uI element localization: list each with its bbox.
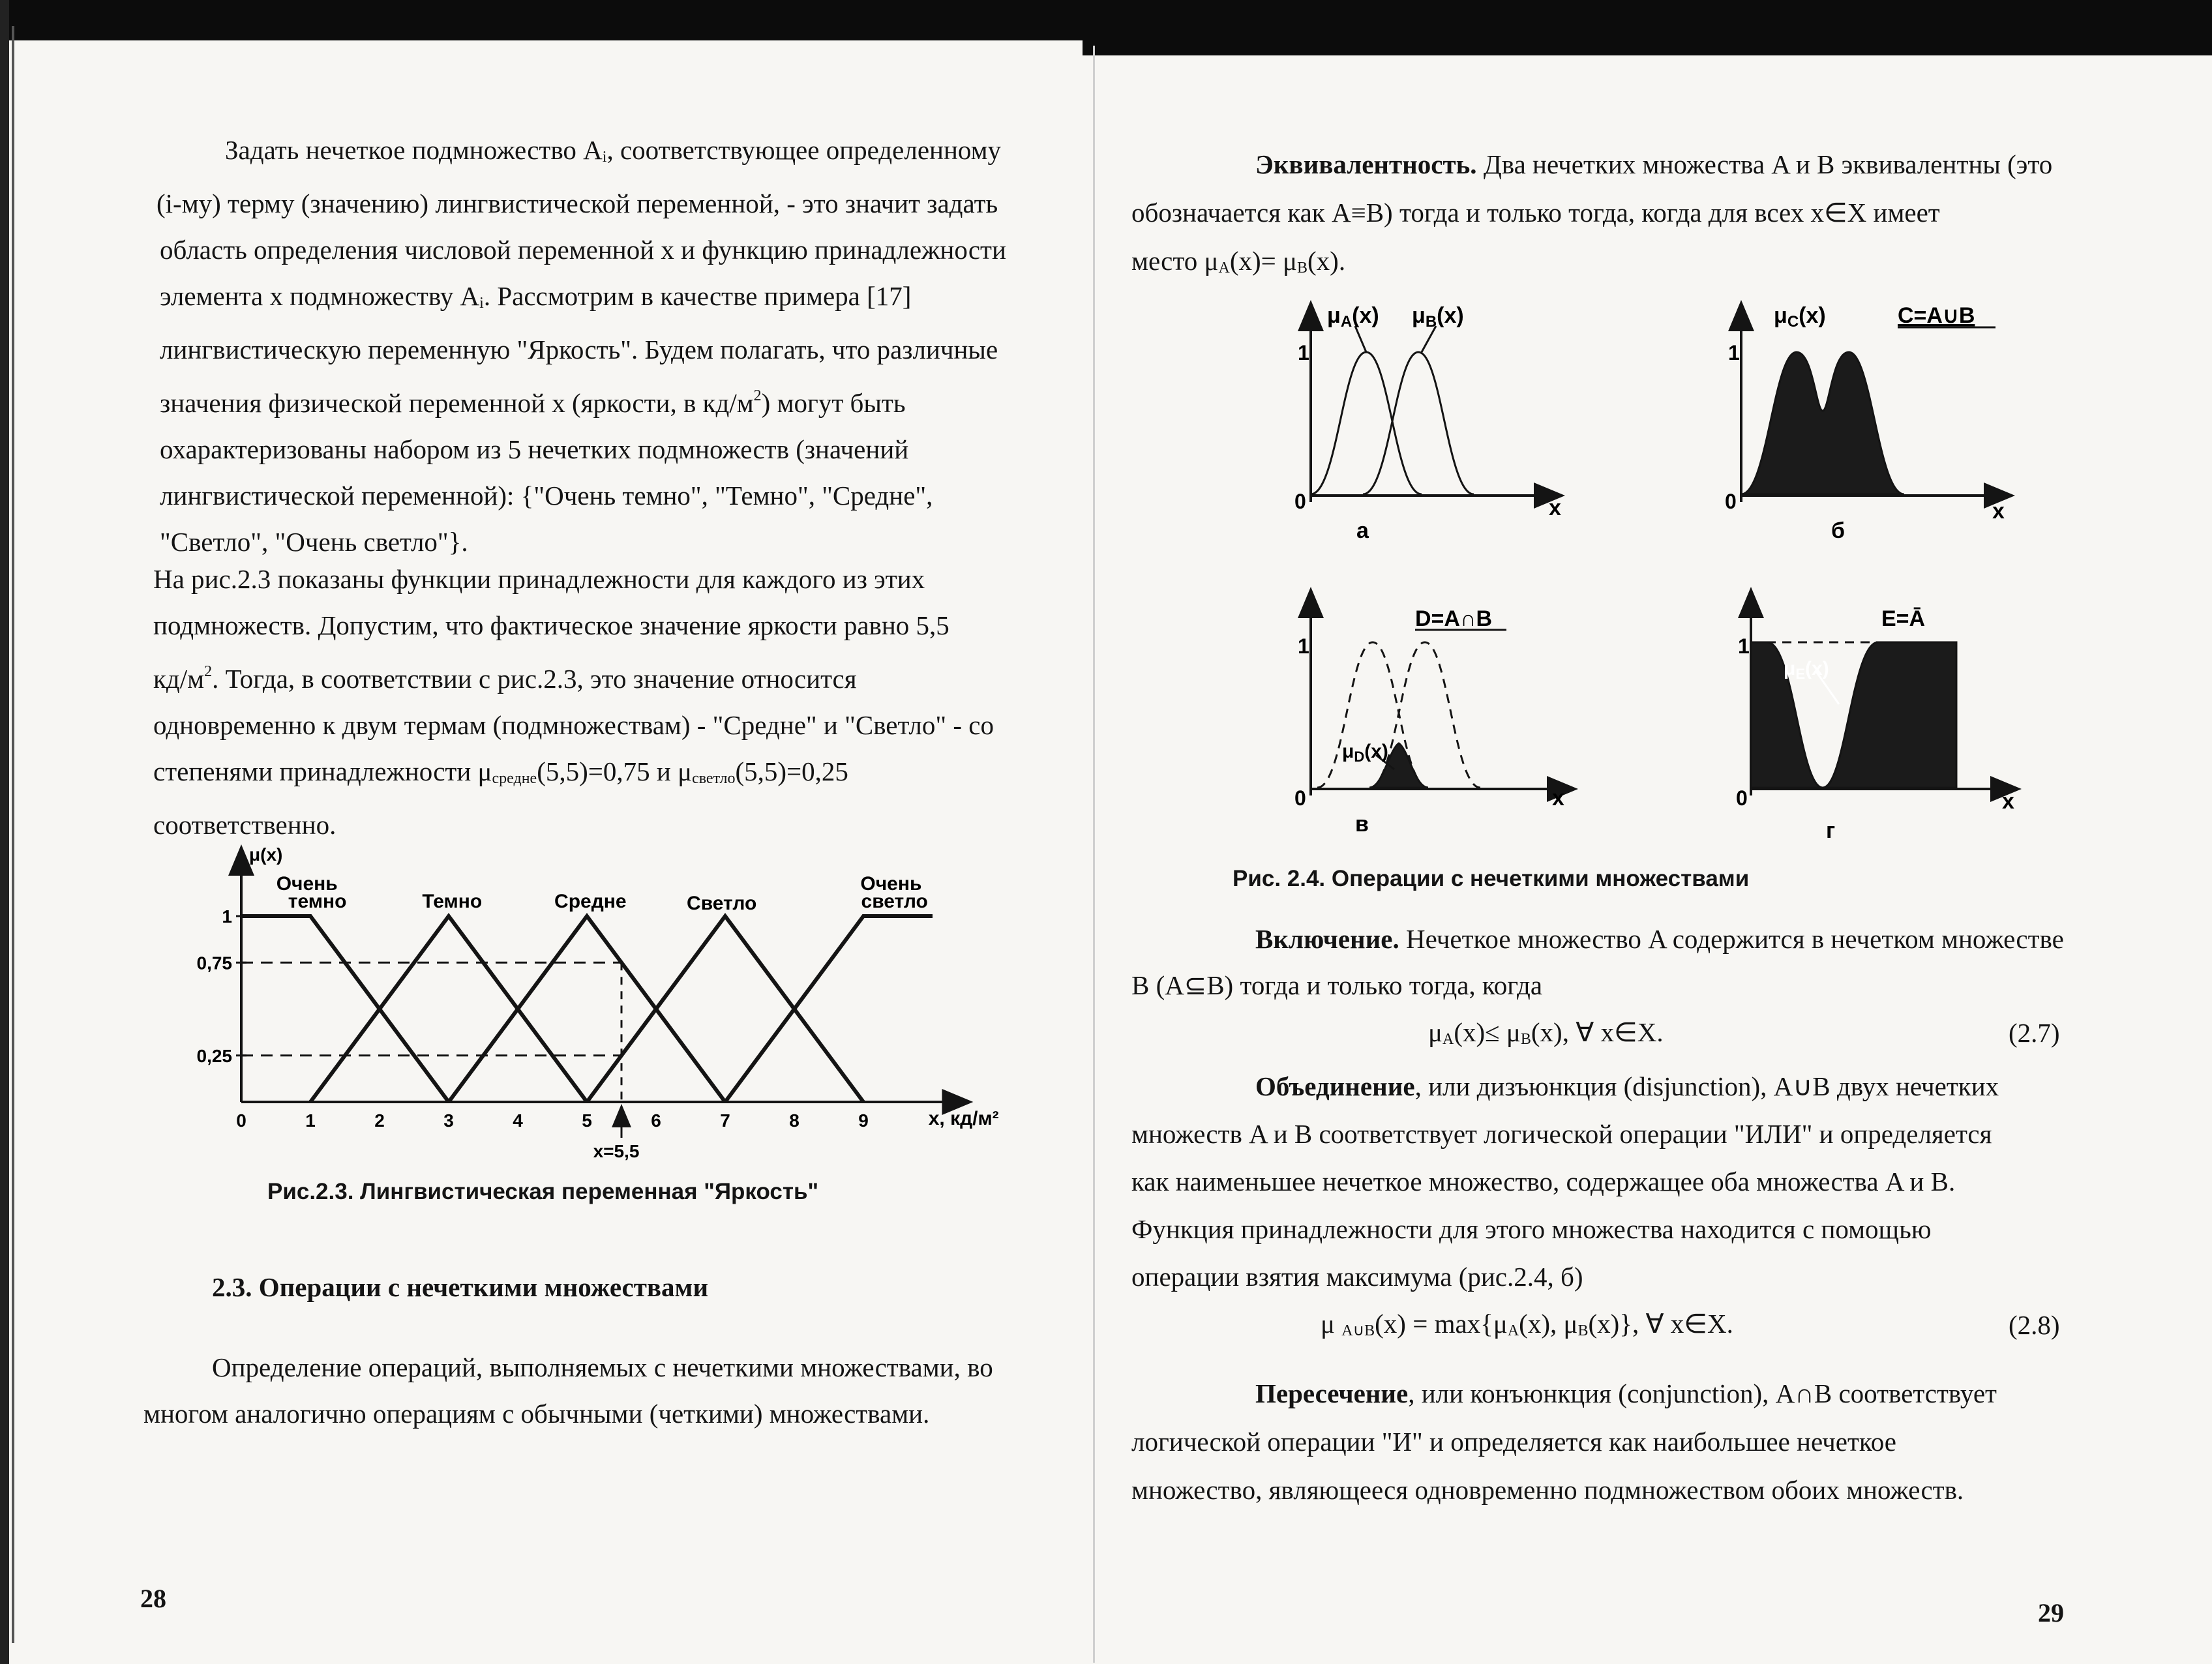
x-tick-label: 9: [858, 1110, 869, 1131]
y-tick-label: 1: [222, 906, 232, 927]
page-number-right: 29: [2038, 1598, 2064, 1627]
x-tick-label: 4: [513, 1110, 523, 1131]
p1-line: элемента x подмножеству Ai. Рассмотрим в качестве примера [17]: [160, 281, 912, 312]
x-tick-label: 7: [720, 1110, 730, 1131]
y-axis-label: μ(x): [249, 844, 283, 865]
panel-a: [1294, 303, 1561, 543]
figure-2-4-caption: Рис. 2.4. Операции с нечеткими множествами: [1233, 866, 1750, 891]
incl-line: B (A⊆B) тогда и только тогда, когда: [1131, 970, 1543, 1000]
union-line: как наименьшее нечеткое множество, содержащее оба множества A и B.: [1131, 1166, 1956, 1196]
panel-a-x: x: [1549, 496, 1561, 520]
panel-b: [1725, 303, 2005, 543]
y-tick-label: 0,75: [196, 953, 232, 973]
series-label-medium: Средне: [554, 891, 627, 912]
x-tick-label: 6: [651, 1110, 661, 1131]
x-tick-label: 5: [582, 1110, 592, 1131]
intersection-eq-label: D=A∩B: [1415, 606, 1493, 631]
p2-line: На рис.2.3 показаны функции принадлежности для каждого из этих: [153, 564, 925, 594]
p1-line: значения физической переменной x (яркости, в $кд/м^2$) могут быть: [160, 387, 906, 418]
series-line-3: [449, 916, 725, 1102]
p1-line: охарактеризованы набором из 5 нечетких подмножеств (значений: [160, 434, 909, 464]
series-label-very-dark: Очень: [276, 873, 338, 895]
figure-2-3-caption: Рис.2.3. Лингвистическая переменная "Яркость": [267, 1179, 819, 1204]
union-paragraph: [1131, 1063, 1999, 1301]
fuzzy-operations-figure: [1102, 293, 2212, 867]
p1-line: Задать нечеткое подмножество Ai, соответствующее определенному: [225, 135, 1002, 166]
p1-line: "Светло", "Очень светло"}.: [160, 527, 468, 557]
x-tick-label: 1: [305, 1110, 316, 1131]
paragraph-1: [157, 127, 1006, 565]
equiv-line: Эквивалентность. Два нечетких множества A и B эквивалентны (это: [1255, 149, 2053, 179]
panel-a-zero: 0: [1294, 490, 1306, 513]
paragraph-3: [143, 1345, 993, 1437]
complement-eq-label: E=Ā: [1881, 606, 1926, 631]
union-line: Объединение, или дизъюнкция (disjunction), A∪B двух нечетких: [1255, 1071, 1999, 1101]
union-line: операции взятия максимума (рис.2.4, б): [1131, 1262, 1583, 1292]
p2-line: $кд/м^2$. Тогда, в соответствии с рис.2.3, это значение относится: [153, 663, 857, 694]
inter-line: логической операции "И" и определяется как наибольшее нечеткое: [1131, 1427, 1896, 1457]
equiv-line: обозначается как A≡B) тогда и только тогда, когда для всех x∈X имеет: [1131, 198, 1940, 228]
right-page: [1102, 0, 2212, 1664]
panel-v-one: 1: [1298, 634, 1309, 658]
series-label-very-light: Очень: [860, 873, 922, 895]
p3-line: Определение операций, выполняемых с нечеткими множествами, во: [212, 1352, 993, 1382]
brightness-membership-chart: [163, 844, 1076, 1183]
mu-d-label: $\mu_D(x)$: [1342, 741, 1388, 765]
panel-g-x: x: [2002, 789, 2014, 814]
series-label-very-dark-2: темно: [288, 891, 347, 912]
x-tick-label: 8: [789, 1110, 800, 1131]
equation-2-7-number: (2.7): [2009, 1018, 2060, 1048]
p2-line: соответственно.: [153, 810, 336, 840]
p1-line: (i-му) терму (значению) лингвистической переменной, - это значит задать: [157, 188, 998, 218]
p2-line: подмножеств. Допустим, что фактическое значение яркости равно 5,5: [153, 610, 949, 640]
series-label-light: Светло: [687, 893, 757, 914]
p3-line: многом аналогично операциям с обычными (четкими) множествами.: [143, 1399, 930, 1429]
inclusion-paragraph: [1131, 916, 2064, 1009]
inter-line: множество, являющееся одновременно подмножеством обоих множеств.: [1131, 1475, 1964, 1505]
panel-b-x: x: [1992, 499, 2005, 524]
union-line: Функция принадлежности для этого множества находится с помощью: [1131, 1214, 1932, 1244]
inter-line: Пересечение, или конъюнкция (conjunction), A∩B соответствует: [1255, 1378, 1997, 1408]
mu-a-label: μA(x): [1327, 303, 1379, 331]
panel-v-x: x: [1552, 786, 1564, 810]
p1-line: область определения числовой переменной x и функцию принадлежности: [160, 235, 1006, 265]
x-tick-label: 2: [374, 1110, 385, 1131]
p1-line: лингвистической переменной): {"Очень темно", "Темно", "Средне",: [160, 481, 933, 511]
x55-label: x=5,5: [593, 1141, 640, 1161]
y-tick-label: 0,25: [196, 1045, 232, 1066]
equiv-line: место μA(x)= μB(x).: [1131, 246, 1346, 276]
series-line-2: [310, 916, 587, 1102]
series-line-5: [725, 916, 933, 1102]
equation-2-7: μA(x)≤ μB(x), ∀ x∈X.: [1428, 1017, 1664, 1048]
panel-b-zero: 0: [1725, 490, 1737, 513]
equation-2-8: μ A∪B(x) = max{μA(x), μB(x)}, ∀ x∈X.: [1321, 1309, 1733, 1339]
x-axis-label: x, кд/м²: [928, 1108, 999, 1129]
series-label-dark: Темно: [422, 891, 483, 912]
x-tick-label: 3: [443, 1110, 454, 1131]
series-label-very-light-2: светло: [861, 891, 928, 912]
incl-line: Включение. Нечеткое множество A содержится в нечетком множестве: [1255, 924, 2064, 954]
panel-a-one: 1: [1298, 341, 1309, 364]
panel-g-one: 1: [1738, 634, 1750, 658]
series-line-4: [587, 916, 863, 1102]
left-page: [0, 0, 1102, 1664]
union-eq-label: C=A∪B: [1898, 303, 1975, 328]
panel-v-label: в: [1355, 812, 1369, 837]
panel-b-label: б: [1831, 518, 1846, 543]
paragraph-2: [153, 556, 994, 848]
panel-b-one: 1: [1728, 341, 1740, 364]
mu-b-label: μB(x): [1412, 303, 1464, 331]
panel-g: [1736, 600, 2014, 843]
mu-c-label: μC(x): [1774, 303, 1826, 331]
panel-v-zero: 0: [1294, 786, 1306, 810]
series-line-1: [241, 916, 449, 1102]
page-number-left: 28: [140, 1584, 166, 1613]
p2-line: одновременно к двум термам (подмножествам) - "Средне" и "Светло" - со: [153, 710, 994, 740]
panel-g-zero: 0: [1736, 786, 1748, 810]
p1-line: лингвистическую переменную "Яркость". Будем полагать, что различные: [160, 334, 998, 364]
panel-g-label: г: [1826, 818, 1836, 843]
x-tick-label: 0: [236, 1110, 247, 1131]
equation-2-8-number: (2.8): [2009, 1310, 2060, 1340]
section-heading: 2.3. Операции с нечеткими множествами: [212, 1272, 709, 1302]
panel-v: [1294, 600, 1565, 837]
union-line: множеств A и B соответствует логической операции "ИЛИ" и определяется: [1131, 1119, 1992, 1149]
panel-a-label: а: [1356, 518, 1369, 543]
equivalence-paragraph: [1131, 140, 2053, 292]
p2-line: степенями принадлежности μсредне(5,5)=0,75 и μсветло(5,5)=0,25: [153, 756, 848, 787]
mu-e-label: $\mu_E(x)$: [1784, 658, 1829, 682]
intersection-paragraph: [1131, 1369, 1997, 1514]
